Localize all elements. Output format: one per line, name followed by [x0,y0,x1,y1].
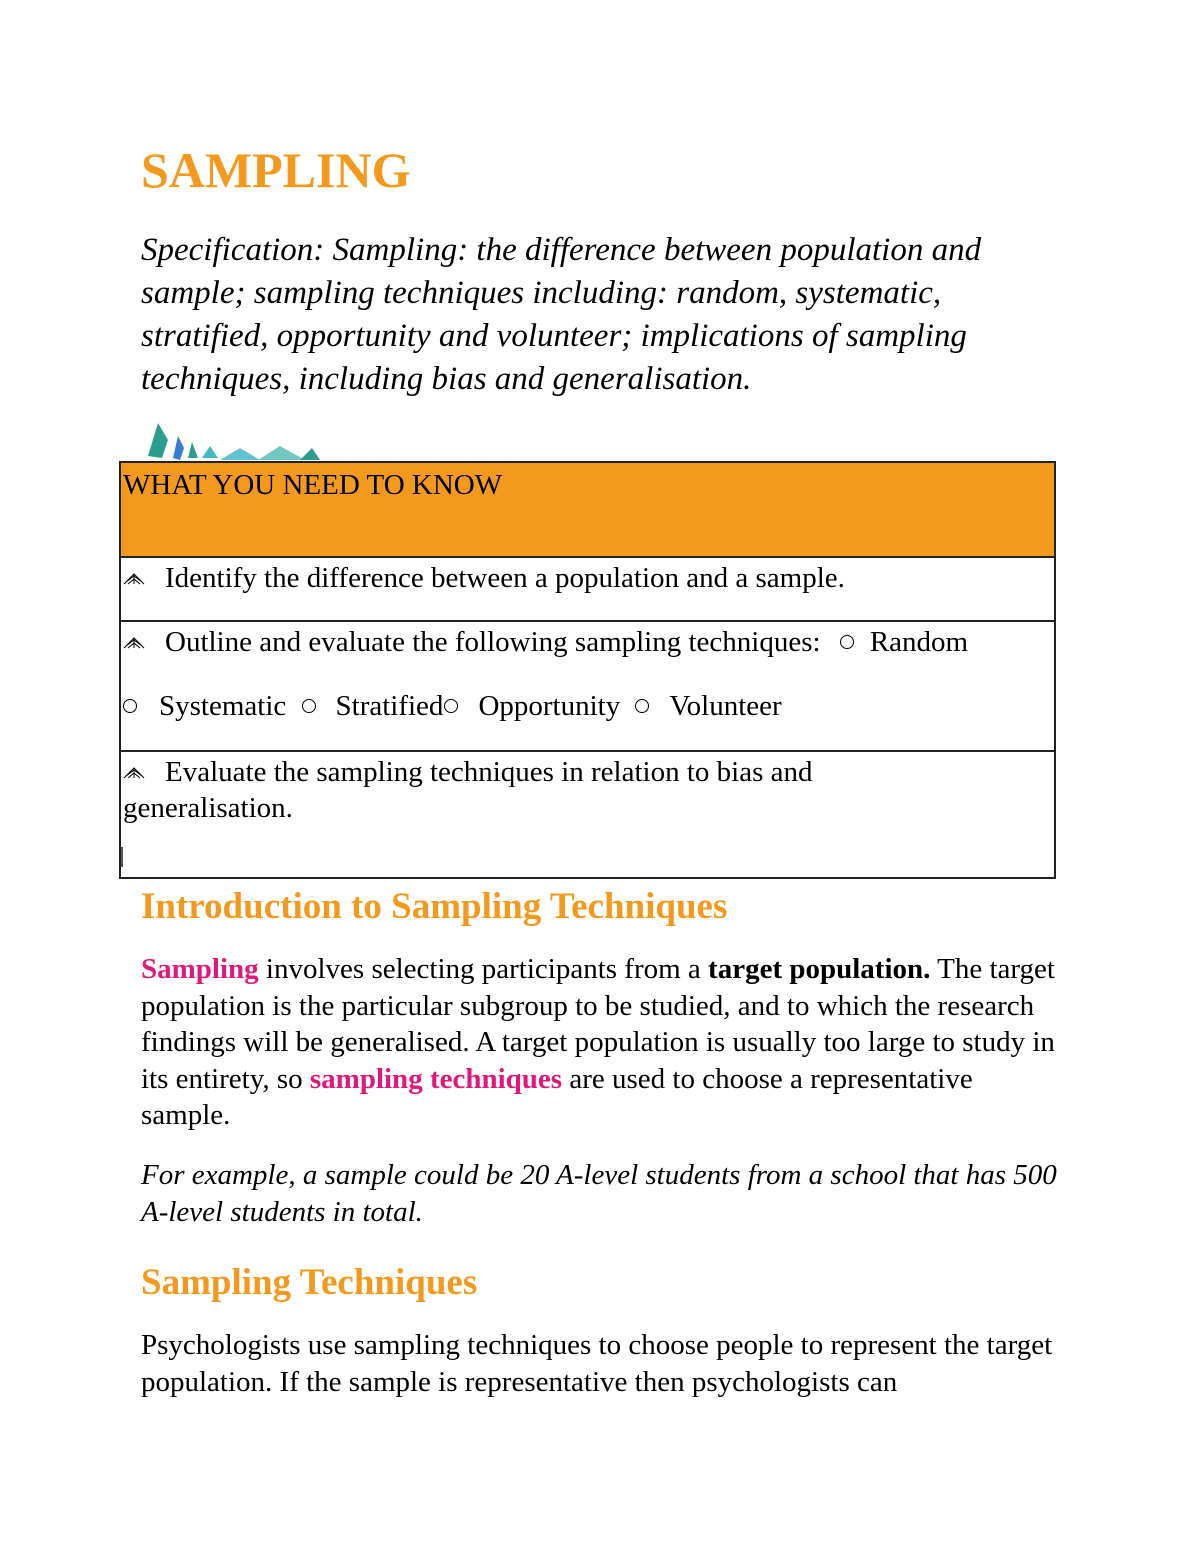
objective-3-line-1: Evaluate the sampling techniques in relation to bias and [165,756,813,788]
objective-3-line-2: generalisation. [123,792,293,824]
what-you-need-to-know-box [119,461,1056,879]
term-sampling: Sampling [141,953,259,985]
intro-text: The target population is the particular subgroup to be studied, and to which the research findings will be generalised. A target population is usually too large to study in its entirety, so [141,953,1055,1095]
technique-volunteer: Volunteer [669,690,782,722]
circle-bullet-icon [123,699,137,713]
example-paragraph: For example, a sample could be 20 A-level students from a school that has 500 A-level students in total. [141,1159,1057,1228]
technique-stratified: Stratified [335,690,444,722]
box-row-3 [121,750,1054,877]
circle-bullet-icon [840,635,854,649]
intro-text: involves selecting participants from a [258,953,709,985]
decorative-logo [140,418,330,463]
intro-text: are used to choose a representative sample. [141,1062,973,1131]
technique-random: Random [869,626,969,658]
objective-1: Identify the difference between a population and a sample. [165,562,845,594]
circle-bullet-icon [635,699,649,713]
technique-systematic: Systematic [159,690,287,722]
circle-bullet-icon [302,699,316,713]
circle-bullet-icon [444,699,458,713]
book-bullet-icon [123,570,145,586]
box-line [123,792,293,825]
text-cursor-mark [121,847,123,867]
box-line [123,562,845,595]
box-row-1 [121,556,1054,622]
box-heading [121,463,1054,558]
box-line [123,756,813,789]
techniques-paragraph: Psychologists use sampling techniques to choose people to represent the target population. If the sample is representative then psychologists can [141,1329,1053,1398]
box-row-2 [121,620,1054,752]
sampling-techniques-heading: Sampling Techniques [141,1262,478,1303]
book-bullet-icon [123,764,145,780]
box-line [123,626,968,659]
book-bullet-icon [123,634,145,650]
objective-2: Outline and evaluate the following sampling techniques: [165,626,821,658]
term-sampling-techniques: sampling techniques [309,1062,563,1095]
technique-opportunity: Opportunity [478,690,621,722]
box-line [123,690,782,723]
intro-heading: Introduction to Sampling Techniques [141,886,728,927]
intro-paragraph [141,951,1061,1134]
page-title: SAMPLING [141,142,411,198]
specification-text: Specification: Sampling: the difference between population and sample; sampling techniques including: random, systematic, stratified, opportunity and volunteer; implications of sampling techniques, including bias and generalisation. [141,232,982,397]
box-heading-text: WHAT YOU NEED TO KNOW [123,469,503,501]
term-target-population: target population. [708,953,931,985]
